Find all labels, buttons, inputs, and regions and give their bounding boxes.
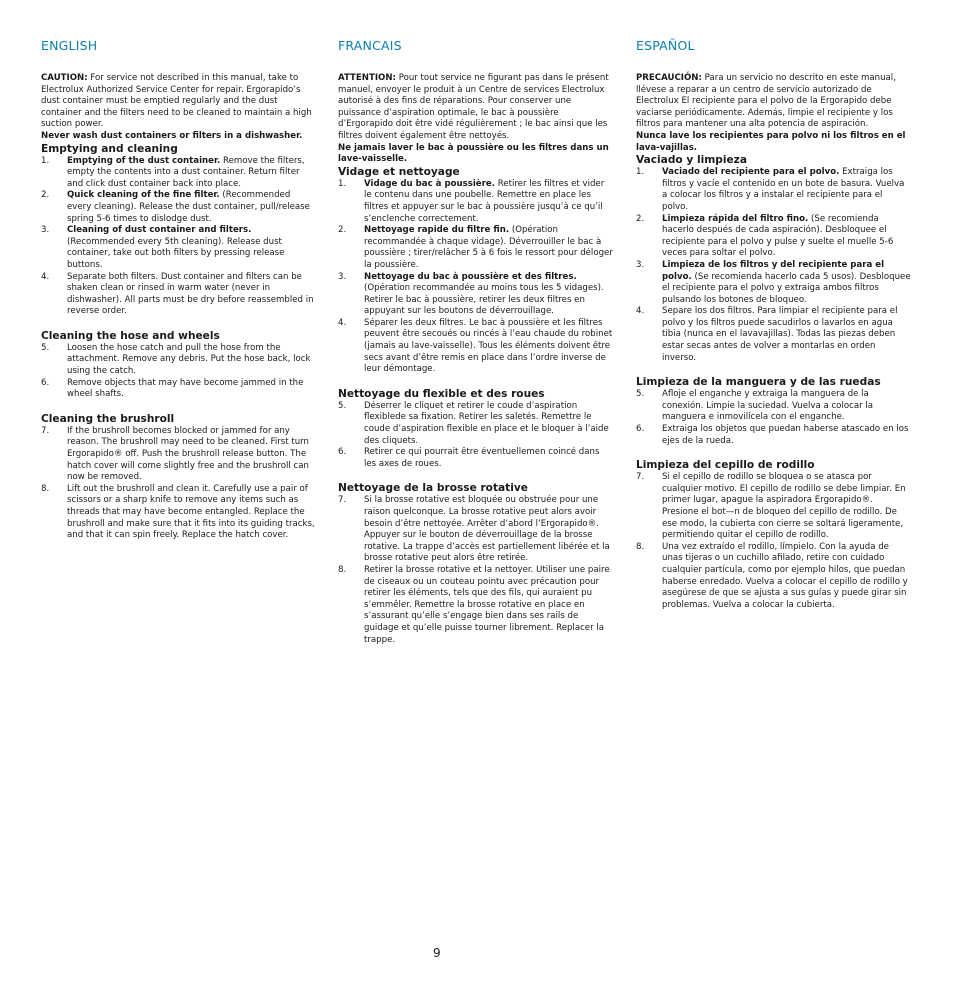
language-heading: FRANCAIS — [338, 38, 402, 53]
item-strong: Cleaning of dust container and filters. — [67, 225, 252, 236]
list-item — [41, 272, 316, 318]
list-item — [41, 190, 316, 225]
steps-list — [41, 156, 316, 318]
list-item — [636, 472, 911, 542]
section-heading: Emptying and cleaning — [41, 142, 178, 155]
item-text: Retirer ce qui pourrait être éventuellemen coincé dans les axes de roues. — [364, 447, 600, 469]
list-item — [41, 343, 316, 378]
list-item — [338, 447, 613, 470]
steps-list — [338, 179, 613, 376]
column-body — [338, 73, 613, 646]
list-item — [636, 306, 911, 364]
section-heading: Limpieza del cepillo de rodillo — [636, 459, 815, 472]
item-number: 2. — [41, 190, 50, 201]
item-number: 1. — [338, 178, 347, 189]
dishwasher-warning: Nunca lave los recipientes para polvo ni los filtros en el lava-vajillas. — [636, 130, 906, 153]
item-text: Lift out the brushroll and clean it. Carefully use a pair of scissors or a sharp knife to remove any items such as threads that may have become entangled. Replace the brushroll and make sure that it fits into its guiding tracks, and that it can spin freely. Replace the hatch cover. — [67, 483, 315, 541]
steps-list — [636, 389, 911, 447]
section-heading: Cleaning the brushroll — [41, 412, 175, 425]
item-number: 8. — [338, 564, 347, 575]
list-item — [636, 424, 911, 447]
list-item — [41, 378, 316, 401]
item-text: Retirer la brosse rotative et la nettoyer. Utiliser une paire de ciseaux ou un couteau pointu avec précaution pour retirer les éléments, tels que des fils, qui auraient pu s’emmêler. Remettre la brosse rotative en place en s’assurant qu’elle s’engage bien dans ses rails de guidage et qu’elle puisse tourner librement. Replacer la trappe. — [364, 564, 610, 645]
list-item — [338, 272, 613, 318]
item-text: Séparer les deux filtres. Le bac à poussière et les filtres peuvent être secoués ou rincés à l’eau chaude du robinet (jamais au lave-vaisselle). Tous les éléments doivent être secs avant d’être remis en place dans l’ordre inverse de leur démontage. — [364, 317, 613, 375]
section-heading: Nettoyage du flexible et des roues — [338, 387, 545, 400]
item-strong: Limpieza de los filtros y del recipiente para el polvo. — [662, 259, 885, 282]
item-number: 7. — [636, 472, 645, 483]
list-item — [41, 426, 316, 484]
item-text: Extraiga los objetos que puedan haberse atascado en los ejes de la rueda. — [662, 424, 909, 446]
item-strong: Nettoyage du bac à poussière et des filtres. — [364, 271, 577, 282]
list-item — [338, 495, 613, 565]
item-number: 6. — [338, 447, 347, 458]
list-item — [41, 484, 316, 542]
steps-list — [338, 495, 613, 646]
dishwasher-warning: Never wash dust containers or filters in a dishwasher. — [41, 130, 303, 141]
item-text: (Opération recommandée au moins tous les 5 vidages). Retirer le bac à poussière, retirer les deux filtres en appuyant sur les boutons de déverrouillage. — [364, 283, 604, 317]
section-heading: Limpieza de la manguera y de las ruedas — [636, 376, 881, 389]
item-text: If the brushroll becomes blocked or jammed for any reason. The brushroll may need to be cleaned. First turn Ergorapido® off. Push the brushroll release button. The hatch cover will come slightly free and the brushroll can now be removed. — [67, 425, 310, 483]
caution-paragraph — [41, 73, 316, 131]
item-strong: Limpieza rápida del filtro fino. — [662, 213, 809, 224]
list-item — [338, 318, 613, 376]
item-number: 3. — [636, 259, 645, 270]
caution-paragraph — [636, 73, 911, 131]
item-strong: Vidage du bac à poussière. — [364, 178, 495, 189]
steps-list — [338, 401, 613, 471]
item-number: 3. — [41, 225, 50, 236]
item-text: Extraiga los filtros y vacíe el contenido en un bote de basura. Vuelva a colocar los filtros y a instalar el recipiente para el polvo. — [662, 167, 905, 212]
caution-label: CAUTION: — [41, 73, 88, 83]
steps-list — [41, 426, 316, 542]
caution-label: ATTENTION: — [338, 73, 396, 83]
list-item — [338, 401, 613, 447]
item-number: 5. — [41, 342, 50, 353]
item-text: Remove objects that may have become jammed in the wheel shafts. — [67, 377, 304, 400]
item-number: 1. — [41, 155, 50, 166]
column-body — [41, 73, 316, 542]
item-text: Déserrer le cliquet et retirer le coude d’aspiration flexiblede sa fixation. Retirer les saletés. Remettre le coude d’aspiration flexible en place et le bloquer à l’aide des cliquets. — [364, 400, 609, 446]
item-text: Retirer les filtres et vider le contenu dans une poubelle. Remettre en place les filtres et appuyer sur le bac à poussière jusqu’à ce qu’il s’enclenche correctement. — [364, 178, 605, 224]
item-text: Remove the filters, empty the contents into a dust container. Return filter and click dust container back into place. — [67, 155, 305, 189]
item-number: 2. — [338, 225, 347, 236]
section-heading: Vidage et nettoyage — [338, 165, 460, 178]
section-heading: Cleaning the hose and wheels — [41, 329, 220, 342]
language-heading: ENGLISH — [41, 38, 98, 53]
list-item — [41, 156, 316, 191]
item-number: 4. — [636, 306, 645, 317]
item-number: 4. — [338, 317, 347, 328]
item-text: Separate both filters. Dust container and filters can be shaken clean or rinsed in warm water (never in dishwasher). All parts must be dry before reassembled in reverse order. — [67, 271, 314, 317]
steps-list — [636, 167, 911, 364]
list-item — [636, 167, 911, 213]
item-number: 5. — [636, 389, 645, 400]
item-text: (Recommended every 5th cleaning). Release dust container, take out both filters by pressing release buttons. — [67, 236, 285, 270]
item-text: Si la brosse rotative est bloquée ou obstruée pour une raison quelconque. La brosse rotative peut alors avoir besoin d’être nettoyée. Arrêter d’abord l’Ergorapido®. Appuyer sur le bouton de déverrouillage de la brosse rotative. La trappe d’accès est partiellement libérée et la brosse rotative peut alors être retirée. — [364, 495, 610, 564]
item-number: 7. — [338, 495, 347, 506]
column-body — [636, 73, 911, 611]
item-text: Afloje el enganche y extraiga la manguera de la conexión. Limpie la suciedad. Vuelva a colocar la manguera e inmovilícela con el enganche. — [662, 389, 873, 423]
list-item — [41, 225, 316, 271]
language-heading: ESPAÑOL — [636, 38, 695, 53]
item-text: Una vez extraído el rodillo, límpielo. Con la ayuda de unas tijeras o un cuchillo afilado, retire con cuidado cualquier partícula, como por ejemplo hilos, que puedan haberse enredado. Vuelva a colocar el cepillo de rodillo y asegúrese de que se ajusta a sus guías y puede girar sin problemas. Vuelva a colocar la cubierta. — [662, 541, 908, 610]
list-item — [636, 214, 911, 260]
item-number: 8. — [41, 483, 50, 494]
item-number: 8. — [636, 541, 645, 552]
item-number: 3. — [338, 271, 347, 282]
item-text: (Se recomienda hacerlo después de cada aspiración). Desbloquee el recipiente para el polvo y pulse y suelte el muelle 5-6 veces para soltar el polvo. — [662, 213, 894, 259]
item-strong: Vaciado del recipiente para el polvo. — [662, 167, 840, 178]
list-item — [636, 260, 911, 306]
item-text: Separe los dos filtros. Para limpiar el recipiente para el polvo y los filtros puede sacudirlos o lavarlos en agua tibia (nunca en el lavavajillas). Todas las piezas deben estar secas antes de volver a montarlas en orden inverso. — [662, 306, 898, 363]
item-number: 6. — [636, 424, 645, 435]
section-heading: Nettoyage de la brosse rotative — [338, 482, 528, 495]
item-strong: Quick cleaning of the fine filter. — [67, 190, 220, 201]
dishwasher-warning: Ne jamais laver le bac à poussière ou les filtres dans un lave-vaisselle. — [338, 142, 609, 165]
item-number: 6. — [41, 377, 50, 388]
page-number: 9 — [433, 946, 441, 960]
caution-text: Pour tout service ne figurant pas dans le présent manuel, envoyer le produit à un Centre de services Electrolux autorisé à des fins de réparations. Pour conserver une puissance d’aspiration optimale, le bac à poussière d’Ergorapido doit être vidé régulièrement ; le bac ainsi que les filtres doivent également être nettoyés. — [338, 73, 609, 141]
section-heading: Vaciado y limpieza — [636, 154, 747, 167]
caution-label: PRECAUCIÓN: — [636, 73, 702, 83]
steps-list — [41, 343, 316, 401]
item-number: 7. — [41, 425, 50, 436]
list-item — [338, 225, 613, 271]
caution-paragraph — [338, 73, 613, 143]
item-number: 2. — [636, 213, 645, 224]
list-item — [338, 565, 613, 646]
caution-text: For service not described in this manual, take to Electrolux Authorized Service Center for repair. Ergorapido’s dust container must be emptied regularly and the dust container and the filters need to be cleaned to maintain a high suction power. — [41, 73, 312, 130]
item-text: (Opération recommandée à chaque vidage). Déverrouiller le bac à poussière ; tirer/relâcher 5 à 6 fois le ressort pour déloger la poussière. — [364, 225, 613, 270]
item-text: Si el cepillo de rodillo se bloquea o se atasca por cualquier motivo. El cepillo de rodillo se debe limpiar. En primer lugar, apague la aspiradora Ergorapido®. Presione el bot—n de bloqueo del cepillo de rodillo. De ese modo, la cubierta con cierre se soltará ligeramente, permitiendo quitar el cepillo de rodillo. — [662, 472, 906, 541]
list-item — [338, 179, 613, 225]
list-item — [636, 542, 911, 612]
item-number: 4. — [41, 271, 50, 282]
item-strong: Nettoyage rapide du filtre fin. — [364, 225, 510, 236]
item-text: (Se recomienda hacerlo cada 5 usos). Desbloquee el recipiente para el polvo y extraiga ambos filtros pulsando los botones de bloqueo. — [662, 271, 911, 305]
list-item — [636, 389, 911, 424]
item-number: 5. — [338, 400, 347, 411]
steps-list — [636, 472, 911, 611]
item-text: (Recommended every cleaning). Release the dust container, pull/release spring 5-6 times to dislodge dust. — [67, 190, 310, 224]
item-strong: Emptying of the dust container. — [67, 155, 221, 166]
caution-text: Para un servicio no descrito en este manual, llévese a reparar a un centro de servicio autorizado de Electrolux El recipiente para el polvo de la Ergorapido debe vaciarse periódicamente. Además, limpie el recipiente y los filtros para mantener una alta potencia de aspiración. — [636, 73, 896, 130]
item-number: 1. — [636, 167, 645, 178]
item-text: Loosen the hose catch and pull the hose from the attachment. Remove any debris. Put the hose back, lock using the catch. — [67, 342, 311, 377]
